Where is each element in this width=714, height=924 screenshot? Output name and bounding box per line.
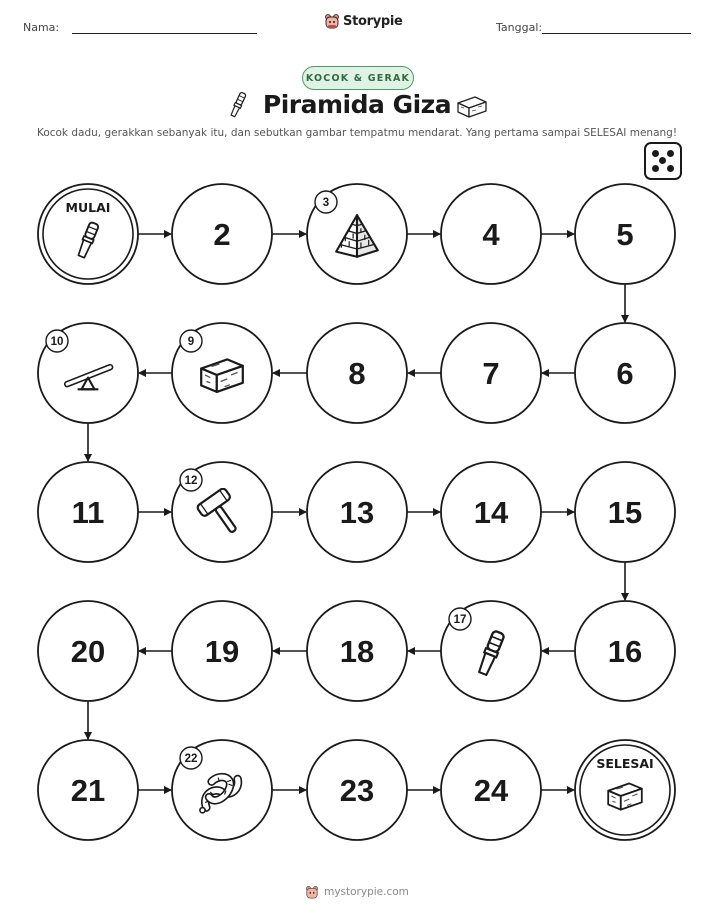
space-number: 14 [473,495,509,530]
board-space [441,740,541,840]
board-space [575,601,675,701]
space-number: 15 [607,495,643,530]
board-space [307,462,407,562]
category-badge: KOCOK & GERAK [302,66,414,90]
board-space [307,184,407,284]
space-number: 12 [184,475,198,487]
finish-space [575,740,675,840]
space-number: 24 [473,773,509,808]
board-space [172,323,272,423]
footer-url: mystorypie.com [324,886,409,898]
board-space [172,601,272,701]
board-space [38,323,138,423]
board-space [575,462,675,562]
space-number: 20 [70,634,106,669]
space-number: 17 [453,614,467,626]
space-number: 10 [50,336,64,348]
space-number: 11 [71,495,105,530]
space-number: 2 [213,217,231,252]
space-number: 22 [184,753,198,765]
space-number: 8 [348,356,366,391]
brand-name: Storypie [343,13,403,29]
board-space [441,462,541,562]
name-label: Nama: [23,21,60,34]
space-number: 9 [187,336,195,348]
space-number: 16 [607,634,643,669]
board-space [307,740,407,840]
board-space [38,601,138,701]
storypie-mascot-icon [305,885,319,899]
space-number: 19 [204,634,240,669]
space-number: 6 [616,356,634,391]
board-space [172,740,272,840]
board-space [441,184,541,284]
board-space [38,740,138,840]
start-label: MULAI [65,200,111,215]
board-space [575,323,675,423]
footer [0,885,714,899]
board-space [172,184,272,284]
board-space [441,323,541,423]
page-title: Piramida Giza [262,90,452,119]
start-space [38,184,138,284]
space-number: 23 [339,773,375,808]
board-space [307,601,407,701]
space-number: 3 [322,197,330,209]
date-label: Tanggal: [496,21,543,34]
board-space [307,323,407,423]
instructions: Kocok dadu, gerakkan sebanyak itu, dan sebutkan gambar tempatmu mendarat. Yang pertama sampai SELESAI menang! [36,127,678,139]
space-number: 7 [482,356,500,391]
finish-label: SELESAI [596,756,654,771]
board-space [441,601,541,701]
board-space [172,462,272,562]
space-number: 18 [339,634,375,669]
space-number: 13 [339,495,375,530]
board-space [575,184,675,284]
space-number: 21 [70,773,106,808]
board-spaces [38,184,675,840]
space-number: 5 [616,217,634,252]
board-space [38,462,138,562]
space-number: 4 [482,217,500,252]
